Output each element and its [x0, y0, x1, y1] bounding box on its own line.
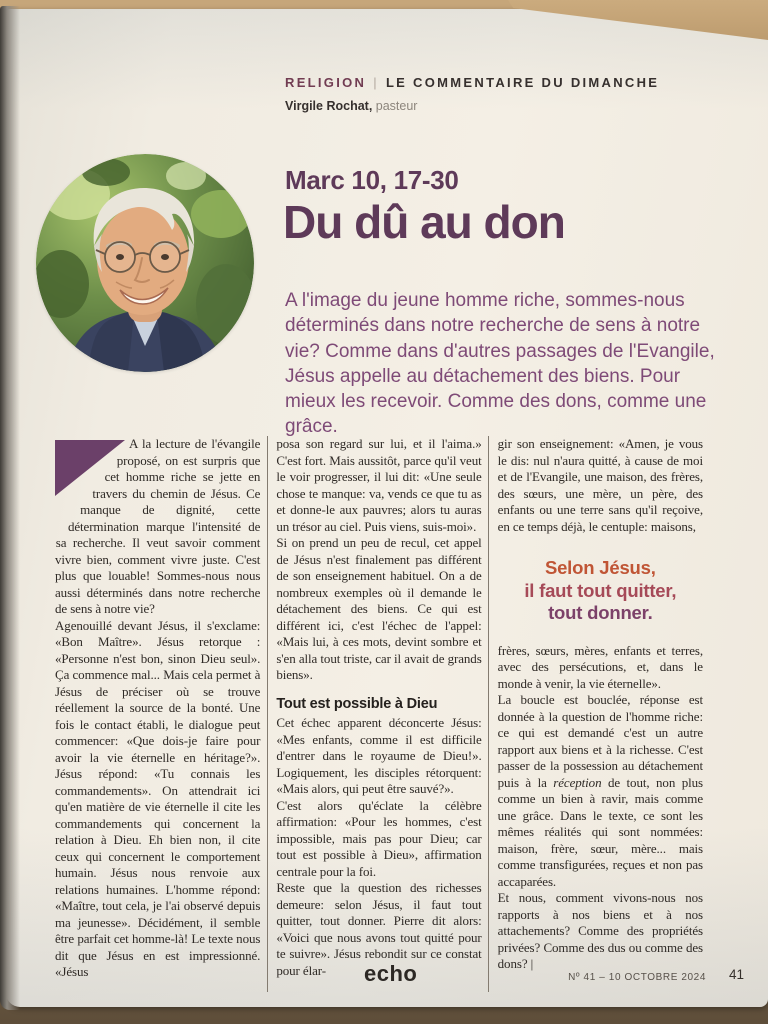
paragraph: frères, sœurs, mères, enfants et terres, avec des persécutions, et, dans le monde à venir, la vie éternelle». [497, 642, 703, 691]
paragraph: Et nous, comment vivons-nous nos rapports à nos biens et à nos attachements? Comme des propriétés privées? Comme des dus ou comme des dons? | [497, 890, 703, 972]
column-1 [55, 436, 260, 993]
paragraph: Si on prend un peu de recul, cet appel de Jésus n'est finalement pas différent de son enseignement habituel. On a de nombreux exemples où il demande le détachement des biens. Ce qui est différent ici, c'est l'échec de l'appel: «Mais lui, à ces mots, devint sombre et s'en alla tout triste, car il avait de grands biens». [276, 535, 482, 682]
article-title: Du dû au don [283, 196, 565, 248]
paragraph: La boucle est bouclée, réponse est donnée à la question de l'homme riche: ce qui est demandé c'est un autre rapport aux biens et à la richesse. C'est passer de la possession au détachement puis à la réception de tout, non plus comme un bien à ravir, mais comme une grâce. Dans le texte, ce sont les mêmes réalités qui sont nommées: maison, frère, sœur, mère... mais comme transfigurées, reçues et non pas accaparées. [497, 692, 703, 889]
pull-quote-line-3: tout donner. [548, 602, 653, 624]
section-kicker [285, 75, 659, 90]
kicker-separator: | [373, 75, 379, 90]
paragraph: Agenouillé devant Jésus, il s'exclame: «Bon Maître». Jésus retorque : «Personne n'est bon, sinon Dieu seul». Ça commence mal... Mais cela permet à Jésus de préciser où se trouve réellement la source de la bonté. Une fois le contact établi, le dialogue peut commencer: «Que dois-je faire pour avoir la vie éternelle en héritage?». Jésus répond: «Tu connais les commandements». On attendrait ici qu'en matière de vie éternelle il cite les commandements qui concernent la relation à Dieu. Eh bien non, il cite ceux qui concernent le comportement humain. Jésus nous renvoie aux relations humaines. L'homme répond: «Maître, tout cela, je l'ai observé depuis ma jeunesse». Décidément, il semble être parfait cet homme-là! Le texte nous dit que Jésus en est impressionné. «Jésus [55, 617, 261, 979]
byline [285, 99, 417, 113]
pull-quote-line-2: il faut tout quitter, [524, 579, 677, 601]
page-number: 41 [728, 967, 744, 982]
article-lead: A l'image du jeune homme riche, sommes-nous déterminés dans notre recherche de sens à notre vie? Comme dans d'autres passages de l'Evangile, Jésus appelle au détachement des biens. Pour mieux les recevoir. Comme des dons, comme une grâce. [285, 290, 715, 438]
kicker-section-label: RELIGION [285, 75, 367, 90]
pull-quote-line-1: Selon Jésus, [544, 557, 656, 578]
column-3 [498, 436, 703, 993]
author-portrait [36, 154, 254, 372]
issue-date: Nº 41 – 10 OCTOBRE 2024 [568, 972, 706, 983]
column-2 [276, 436, 481, 993]
author-portrait-illustration [36, 154, 254, 372]
paragraph-text: A la lecture de l'évangile proposé, on est surpris que cet homme riche se jette en travers du chemin de Jésus. Ce manque de dignité, cette détermination marque l'intensité de sa recherche. Il veut savoir comment vivre bien, comment vivre juste. C'est plus que louable! Sommes-nous nous aussi déterminés dans notre recherche de sens à notre vie? [55, 436, 261, 616]
section-subhead: Tout est possible à Dieu [276, 695, 438, 712]
paragraph [55, 436, 260, 618]
paragraph: Reste que la question des richesses demeure: selon Jésus, il faut tout quitter, tout donner. Pierre dit alors: «Voici que nous avons tout quitté pour te suivre». Jésus rebondit sur ce constat pour élar- [276, 880, 482, 978]
paragraph: C'est alors qu'éclate la célèbre affirmation: «Pour les hommes, c'est impossible, mais pas pour Dieu; car tout est possible à Dieu», affirmation centrale pour la foi. [276, 797, 482, 879]
scripture-reference: Marc 10, 17-30 [285, 165, 459, 195]
pull-quote [498, 557, 703, 625]
paragraph: gir son enseignement: «Amen, je vous le dis: nul n'aura quitté, à cause de moi et de l'Evangile, une maison, des frères, des sœurs, une mère, un père, des enfants ou une terre sans qu'il reçoive, en ce temps déjà, le centuple: maisons, [497, 436, 703, 534]
paragraph: Cet échec apparent déconcerte Jésus: «Mes enfants, comme il est difficile d'entrer dans le royaume de Dieu!». Logiquement, les disciples rétorquent: «Mais alors, qui peut être sauvé?». [276, 715, 482, 796]
kicker-column-title: LE COMMENTAIRE DU DIMANCHE [385, 75, 660, 90]
byline-author-name: Virgile Rochat, [285, 99, 373, 113]
article-body [55, 436, 703, 993]
magazine-logo: echo [364, 961, 418, 986]
byline-author-role: pasteur [372, 99, 418, 113]
magazine-page [6, 9, 768, 1007]
paragraph: posa son regard sur lui, et il l'aima.» C'est fort. Mais aussitôt, parce qu'il veut le voir progresser, il lui dit: «Une seule chose te manque: va, vends ce que tu as et donne-le aux pauvres; alors tu auras un trésor au ciel. Puis viens, suis-moi». [276, 436, 482, 534]
